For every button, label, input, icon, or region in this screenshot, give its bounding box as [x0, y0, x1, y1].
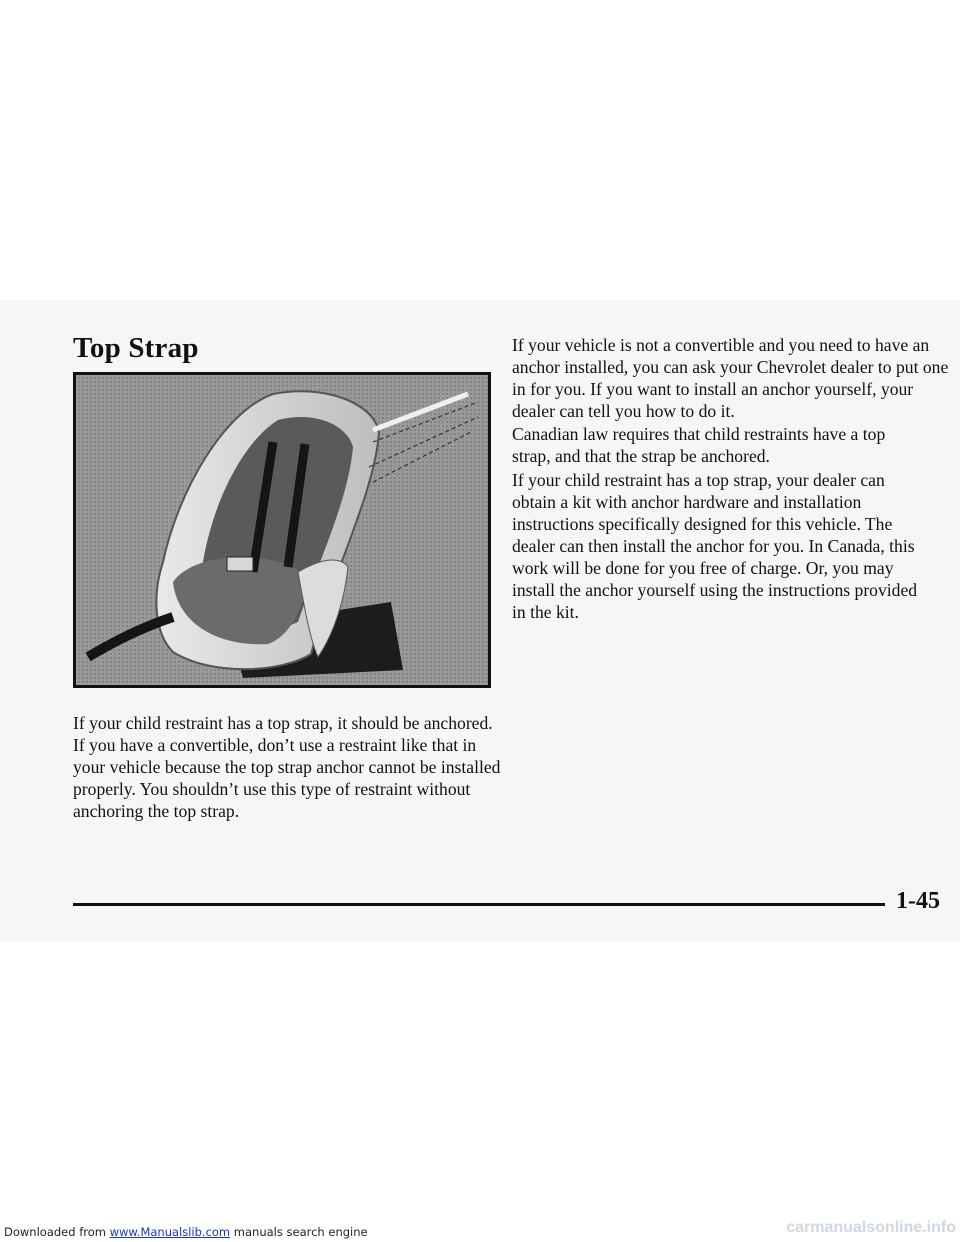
page-number: 1-45 [896, 888, 940, 914]
footer-suffix: manuals search engine [230, 1225, 368, 1239]
child-seat-illustration [73, 372, 491, 688]
right-paragraph-2: Canadian law requires that child restraints have a top strap, and that the strap be anchored. [512, 424, 886, 466]
footer-prefix: Downloaded from [4, 1225, 110, 1239]
manualslib-link[interactable]: www.Manualslib.com [109, 1225, 231, 1239]
right-paragraph-3: If your child restraint has a top strap, your dealer can obtain a kit with anchor hardware and installation instructions specifically designed for this vehicle. The dealer can then install the anchor for you. In Canada, this work will be done for you free of charge. Or, you may install the anchor yourself using the instructions provided in the kit. [512, 470, 918, 622]
right-paragraph-1: If your vehicle is not a convertible and you need to have an anchor installed, you can ask your Chevrolet dealer to put one in for you. If you want to install an anchor yourself, your dealer can tell you how to do it. [512, 335, 949, 421]
section-heading: Top Strap [73, 332, 199, 364]
harness-buckle [227, 557, 253, 571]
left-paragraph: If your child restraint has a top strap, it should be anchored. If you have a convertible, don’t use a restraint like that in your vehicle because the top strap anchor cannot be installed properly. You shouldn’t use this type of restraint without anchoring the top strap. [73, 713, 501, 821]
download-footer [4, 1225, 368, 1239]
watermark-text: carmanualsonline.info [786, 1219, 956, 1236]
page-rule [73, 903, 885, 906]
